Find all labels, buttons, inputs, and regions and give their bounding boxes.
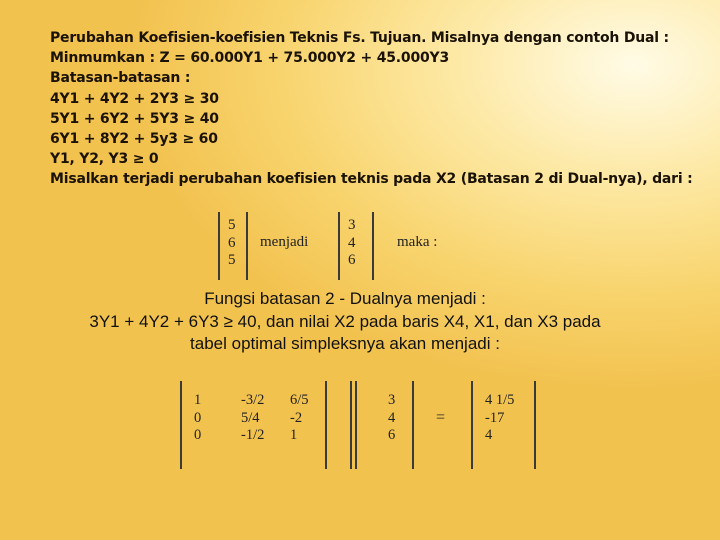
matrix-bracket-left bbox=[338, 212, 340, 280]
matrix-value: -2 bbox=[290, 409, 303, 426]
result-value: -17 bbox=[485, 409, 505, 426]
dual-constraint-paragraph bbox=[30, 288, 660, 356]
intro-line-objective: Minmumkan : Z = 60.000Y1 + 75.000Y2 + 45.000Y3 bbox=[50, 50, 450, 67]
vector-value: 3 bbox=[388, 392, 396, 408]
matrix-old-value: 5 bbox=[228, 217, 236, 233]
result-bracket-left bbox=[471, 381, 473, 469]
matrix-value: 6/5 bbox=[290, 392, 309, 408]
matrix-trailing-label: maka : bbox=[397, 234, 438, 250]
matrix-value: 0 bbox=[194, 409, 202, 426]
coefficient-change-matrix bbox=[212, 212, 462, 280]
matrix-old-value: 5 bbox=[228, 252, 236, 268]
inverse-column-3 bbox=[290, 392, 309, 445]
paragraph-line: Fungsi batasan 2 - Dualnya menjadi : bbox=[204, 289, 486, 308]
matrix-middle-label: menjadi bbox=[260, 234, 309, 250]
inverse-column-1 bbox=[194, 392, 201, 445]
intro-line-constraint-3: 6Y1 + 8Y2 + 5y3 ≥ 60 bbox=[50, 131, 218, 148]
simplex-product-matrix bbox=[178, 381, 548, 469]
intro-line-constraint-2: 5Y1 + 6Y2 + 5Y3 ≥ 40 bbox=[50, 110, 219, 127]
intro-text-block bbox=[50, 28, 710, 190]
intro-line-constraints-label: Batasan-batasan : bbox=[50, 70, 191, 87]
paragraph-line: tabel optimal simpleksnya akan menjadi : bbox=[190, 334, 500, 353]
matrix-bracket-right bbox=[372, 212, 374, 280]
vector-value: 4 bbox=[388, 409, 396, 426]
matrix-bracket-right bbox=[325, 381, 327, 469]
result-bracket-right bbox=[534, 381, 536, 469]
result-vector bbox=[485, 392, 514, 445]
vector-value: 6 bbox=[388, 427, 396, 443]
matrix-new-value: 6 bbox=[348, 252, 356, 268]
vector-bracket-left-inner bbox=[355, 381, 357, 469]
matrix-new-value: 3 bbox=[348, 217, 356, 233]
matrix-new-value: 4 bbox=[348, 234, 356, 251]
matrix-bracket-left bbox=[218, 212, 220, 280]
matrix-old-value: 6 bbox=[228, 234, 236, 251]
matrix-value: 1 bbox=[290, 427, 298, 443]
equals-sign: = bbox=[436, 409, 446, 426]
matrix-value: -1/2 bbox=[241, 427, 265, 443]
matrix-old-column bbox=[228, 217, 236, 270]
result-value: 4 1/5 bbox=[485, 392, 515, 408]
paragraph-line: 3Y1 + 4Y2 + 6Y3 ≥ 40, dan nilai X2 pada baris X4, X1, dan X3 pada bbox=[89, 311, 601, 331]
matrix-value: 0 bbox=[194, 427, 202, 443]
matrix-bracket-left bbox=[180, 381, 182, 469]
matrix-value: -3/2 bbox=[241, 392, 265, 408]
intro-line-constraint-1: 4Y1 + 4Y2 + 2Y3 ≥ 30 bbox=[50, 90, 219, 107]
matrix-new-column bbox=[348, 217, 356, 270]
vector-bracket-right bbox=[412, 381, 414, 469]
vector-bracket-left bbox=[350, 381, 352, 469]
result-value: 4 bbox=[485, 427, 493, 443]
matrix-value: 5/4 bbox=[241, 409, 260, 426]
intro-line-change-note: Misalkan terjadi perubahan koefisien teknis pada X2 (Batasan 2 di Dual-nya), dari : bbox=[50, 171, 693, 188]
inverse-column-2 bbox=[241, 392, 264, 445]
intro-line-heading: Perubahan Koefisien-koefisien Teknis Fs. Tujuan. Misalnya dengan contoh Dual : bbox=[50, 30, 669, 46]
matrix-bracket-right bbox=[246, 212, 248, 280]
intro-line-nonnegativity: Y1, Y2, Y3 ≥ 0 bbox=[50, 151, 159, 168]
new-coefficient-vector bbox=[388, 392, 395, 445]
matrix-value: 1 bbox=[194, 392, 202, 408]
